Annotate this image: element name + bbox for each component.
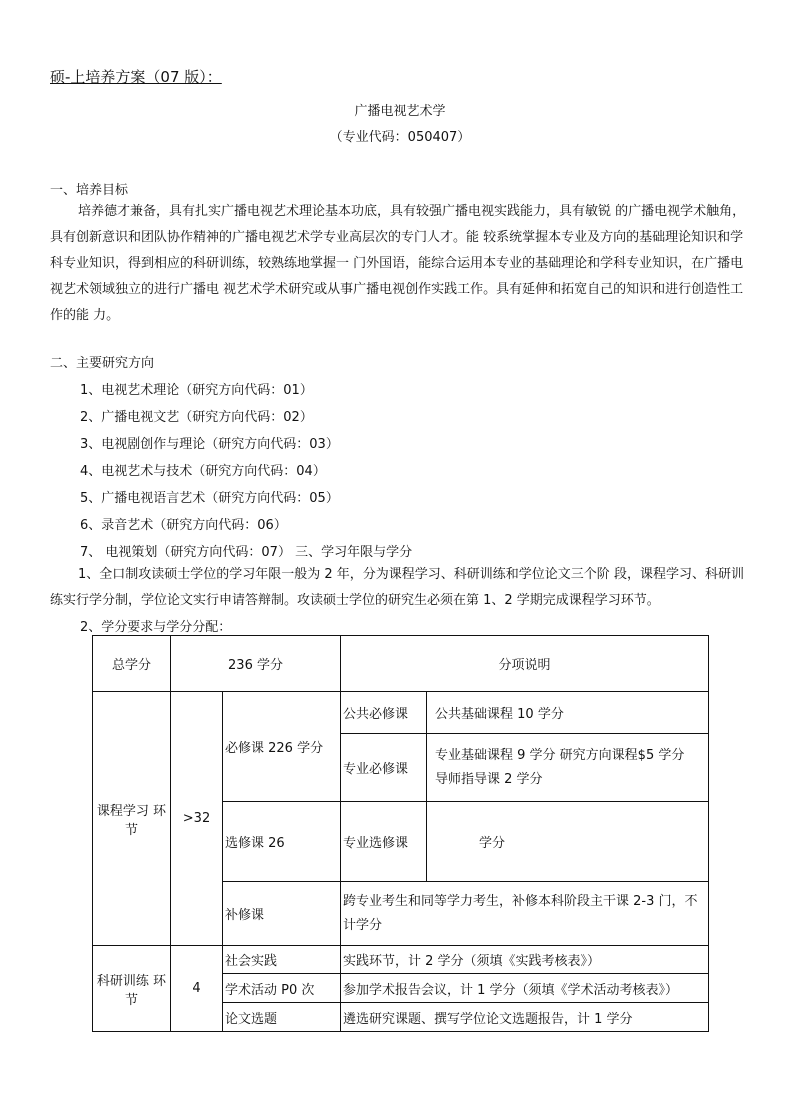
direction-item-6: 6、录音艺术（研究方向代码：06） <box>80 518 287 533</box>
public-required-label: 公共必修课 <box>341 692 427 734</box>
section-1-paragraph: 培养德才兼备，具有扎实广播电视艺术理论基本功底，具有较强广播电视实践能力，具有敏锐 的广播电视学术触角，具有创新意识和团队协作精神的广播电视艺术学专业高层次的专门人才。能 较系统掌握本专业及方向的基础理论知识和学科专业知识，得到相应的科研训练，较熟练地掌握一 门外国语，能综合运用本专业的基础理论和学科专业知识，在广播电视艺术领域独立的进行广播电 视艺术学术研究或从事广播电视创作实践工作。具有延伸和拓宽自己的知识和进行创造性工作的能 力。 <box>50 204 746 323</box>
major-required-detail-line-2: 导师指导课 2 学分 <box>435 771 543 787</box>
required-courses-label: 必修课 226 学分 <box>223 692 341 802</box>
thesis-topic-detail: 遴选研究课题、撰写学位论文选题报告，计 1 学分 <box>341 1003 709 1032</box>
thesis-topic-label: 论文选题 <box>223 1003 341 1032</box>
major-required-label: 专业必修课 <box>341 734 427 802</box>
direction-item-5: 5、广播电视语言艺术（研究方向代码：05） <box>80 491 339 506</box>
credit-table <box>92 635 709 1032</box>
header-detail: 分项说明 <box>341 636 709 692</box>
direction-item-4: 4、电视艺术与技术（研究方向代码：04） <box>80 464 326 479</box>
supplementary-courses-label: 补修课 <box>223 882 341 946</box>
header-total-value: 236 学分 <box>171 636 341 692</box>
section-2-heading: 二、主要研究方向 <box>50 356 155 371</box>
course-study-credits: >32 <box>171 692 223 946</box>
major-required-detail <box>427 734 709 802</box>
major-code: （专业代码：050407） <box>329 130 471 145</box>
direction-item-7: 7、 电视策划（研究方向代码：07） 三、学习年限与学分 <box>80 545 413 560</box>
social-practice-detail: 实践环节，计 2 学分（须填《实践考核表》） <box>341 946 709 974</box>
major-elective-detail: 学分 <box>427 802 709 882</box>
credit-allocation-heading: 2、学分要求与学分分配： <box>80 620 232 635</box>
direction-item-3: 3、电视剧创作与理论（研究方向代码：03） <box>80 437 339 452</box>
major-title: 广播电视艺术学 <box>354 104 446 119</box>
direction-item-2: 2、广播电视文艺（研究方向代码：02） <box>80 410 313 425</box>
elective-courses-label: 选修课 26 <box>223 802 341 882</box>
header-total-credits: 总学分 <box>93 636 171 692</box>
social-practice-label: 社会实践 <box>223 946 341 974</box>
supplementary-courses-detail: 跨专业考生和同等学力考生，补修本科阶段主干课 2-3 门，不计学分 <box>341 882 709 946</box>
research-training-credits: 4 <box>171 946 223 1032</box>
academic-activity-detail: 参加学术报告会议，计 1 学分（须填《学术活动考核表》） <box>341 974 709 1003</box>
course-study-label: 课程学习 环节 <box>93 692 171 946</box>
public-required-detail: 公共基础课程 10 学分 <box>427 692 709 734</box>
document-title: 硕-上培养方案（07 版）： <box>50 68 222 86</box>
academic-activity-label: 学术活动 P0 次 <box>223 974 341 1003</box>
research-training-label: 科研训练 环节 <box>93 946 171 1032</box>
major-elective-label: 专业选修课 <box>341 802 427 882</box>
direction-item-1: 1、电视艺术理论（研究方向代码：01） <box>80 383 313 398</box>
section-3-paragraph: 1、全口制攻读硕士学位的学习年限一般为 2 年，分为课程学习、科研训练和学位论文三个阶 段，课程学习、科研训练实行学分制，学位论文实行申请答辩制。攻读硕士学位的研究生必须在第 1、2 学期完成课程学习环节。 <box>50 567 744 608</box>
section-1-heading: 一、培养目标 <box>50 183 129 198</box>
major-required-detail-line-1: 专业基础课程 9 学分 研究方向课程$5 学分 <box>435 747 685 763</box>
